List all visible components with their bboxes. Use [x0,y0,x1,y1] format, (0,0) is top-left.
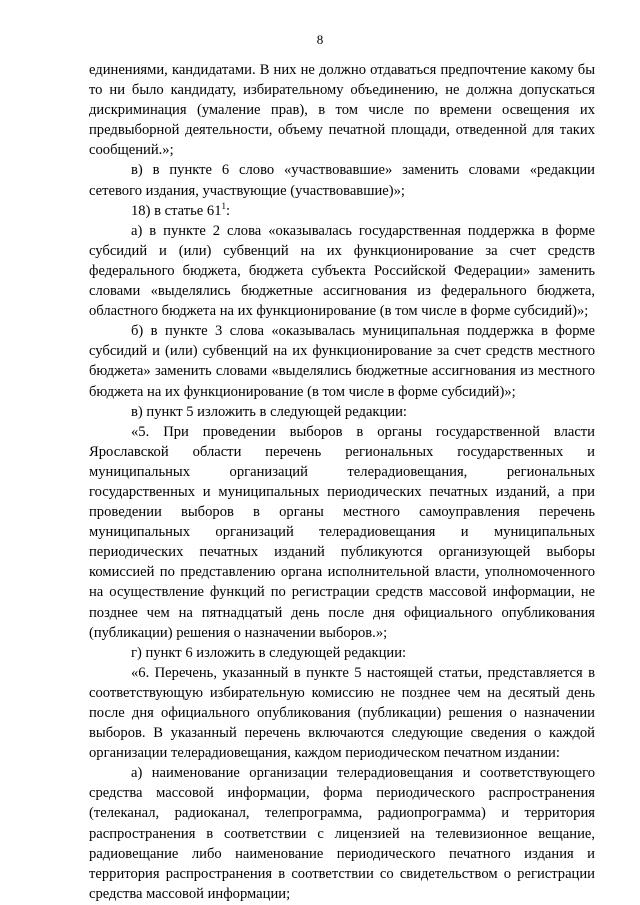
paragraph-item-v-6: в) в пункте 6 слово «участвовавшие» заменить словами «редакции сетевого издания, участвующие (участвовавшие)»; [89,162,595,199]
paragraph-article-item-18 [89,201,595,221]
paragraph-item-g-6-heading: г) пункт 6 изложить в следующей редакции: [131,644,407,661]
paragraph-point-5-text: «5. При проведении выборов в органы государственной власти Ярославской области перечень региональных государственных и муниципальных организаций телерадиовещания, региональных государственных и муниципальных периодических печатных изданий, а при проведении выборов в органы местного самоуправления перечень муниципальных организаций телерадиовещания и муниципальных периодических печатных изданий публикуются организующей выборы комиссией по представлению органа исполнительной власти, уполномоченного на осуществление функций по регистрации средств массовой информации, не позднее чем на пятнадцатый день после дня официального опубликования (публикации) решения о назначении выборов.»; [89,423,595,641]
article-item-prefix: 18) в статье 61 [131,202,222,219]
paragraph-item-v-5-heading: в) пункт 5 изложить в следующей редакции: [131,403,407,420]
paragraph-point-6-text: «6. Перечень, указанный в пункте 5 настоящей статьи, представляется в соответствующую избирательную комиссию не позднее чем на десятый день после дня официального опубликования (публикации) решения о назначении выборов. В указанный перечень включаются следующие сведения о каждой организации телерадиовещания, каждом периодическом печатном издании: [89,664,595,762]
paragraph-item-b-3: б) в пункте 3 слова «оказывалась муниципальная поддержка в форме субсидий и (или) субвенций на их функционирование за счет средств местного бюджета» заменить словами «выделялись бюджетные ассигнования из местного бюджета на их функционирование (в том числе в форме субсидий)»; [89,323,595,400]
article-item-suffix: : [226,202,231,219]
paragraph-subitem-a: а) наименование организации телерадиовещания и соответствующего средства массовой информации, форма периодического распространения (телеканал, радиоканал, телепрограмма, радиопрограмма) и территория распространения в соответствии с лицензией на телевизионное вещание, радиовещание либо наименование периодического печатного издания и территория распространения в соответствии со свидетельством о регистрации средства массовой информации; [89,765,595,902]
paragraph-continuation: единениями, кандидатами. В них не должно отдаваться предпочтение какому бы то ни было кандидату, избирательному объединению, не должна допускаться дискриминация (умаление прав), в том числе по времени освещения их предвыборной деятельности, объему печатной площади, отведенной для таких сообщений.»; [89,62,595,159]
page-number: 8 [316,32,324,47]
paragraph-item-a-2: а) в пункте 2 слова «оказывалась государственная поддержка в форме субсидий и (или) субвенций на их функционирование за счет средств федерального бюджета, бюджета субъекта Российской Федерации» заменить словами «выделялись бюджетные ассигнования из федерального бюджета, областного бюджета на их функционирование (в том числе в форме субсидий)»; [89,222,595,320]
article-item-superscript: 1 [221,200,227,211]
document-body [89,60,595,904]
